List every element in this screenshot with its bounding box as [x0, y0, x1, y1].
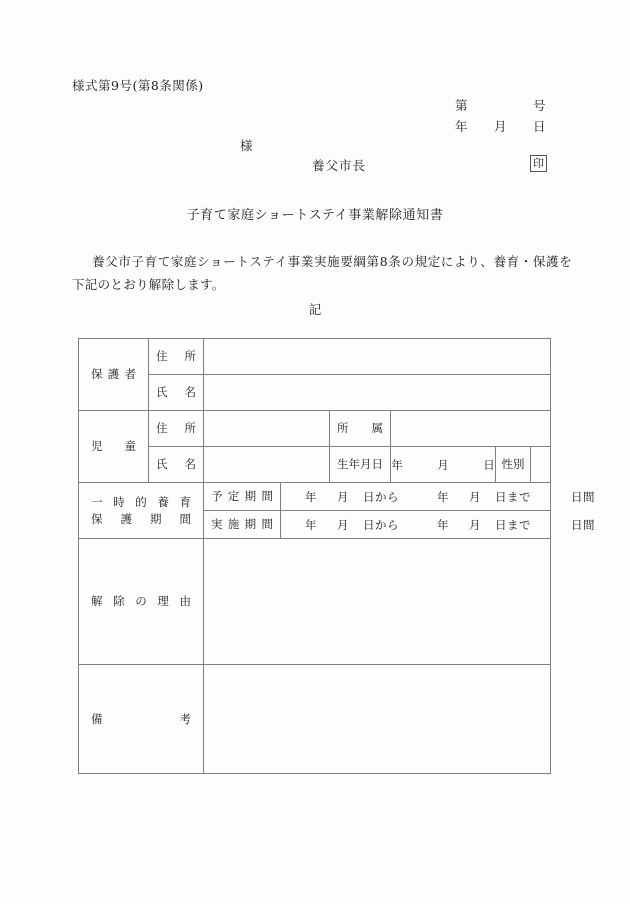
guardian-name-value[interactable] — [204, 375, 551, 411]
table-row-child-name — [79, 447, 551, 483]
issuer-name: 養父市長 — [312, 158, 367, 173]
planned-from-month: 月 — [337, 489, 349, 504]
planned-from-year: 年 — [305, 489, 317, 504]
child-affiliation-label — [330, 411, 391, 447]
planned-to-month: 月 — [469, 489, 481, 504]
child-address-label — [149, 411, 204, 447]
seal-stamp-box: 印 — [530, 155, 547, 172]
child-gender-label — [496, 447, 531, 483]
planned-period-label — [204, 483, 281, 511]
actual-period-value[interactable] — [281, 511, 595, 539]
table-row-guardian-name — [79, 375, 551, 411]
guardian-address-label-text: 住所 — [156, 349, 196, 363]
child-affiliation-label-text: 所属 — [337, 421, 383, 435]
child-address-value[interactable] — [204, 411, 330, 447]
child-label-text: 児童 — [91, 439, 136, 453]
table-row-child-address — [79, 411, 551, 447]
guardian-name-label-text: 氏名 — [156, 385, 196, 399]
page-title: 子育て家庭ショートステイ事業解除通知書 — [186, 208, 444, 223]
child-birthdate-label — [330, 447, 391, 483]
period-group-label — [79, 483, 204, 539]
body-paragraph: 養父市子育て家庭ショートステイ事業実施要綱第8条の規定により、養育・保護を下記のとおり解除します。 — [72, 254, 572, 292]
remarks-label-text: 備考 — [91, 711, 191, 726]
ki-marker: 記 — [308, 302, 322, 317]
period-label-line2: 保護期間 — [91, 511, 191, 526]
child-gender-label-text: 性別 — [501, 457, 525, 471]
actual-from-year: 年 — [305, 517, 317, 532]
actual-from-month: 月 — [337, 517, 349, 532]
document-number-field: 第 号 — [455, 98, 547, 113]
table-row-reason — [79, 539, 551, 665]
actual-period-label — [204, 511, 281, 539]
child-address-label-text: 住所 — [156, 421, 196, 435]
table-row-guardian-address — [79, 339, 551, 375]
table-row-planned-period — [79, 483, 551, 511]
planned-from-day: 日から — [363, 489, 399, 504]
guardian-group-label — [79, 339, 149, 411]
planned-to-day: 日まで — [495, 489, 531, 504]
planned-period-value[interactable] — [281, 483, 595, 511]
child-birthdate-label-text: 生年月日 — [337, 457, 383, 471]
planned-days-unit: 日間 — [571, 489, 595, 504]
actual-to-year: 年 — [437, 517, 449, 532]
planned-period-date-line — [281, 489, 595, 505]
guardian-address-label — [149, 339, 204, 375]
remarks-label — [79, 665, 204, 774]
child-affiliation-value[interactable] — [391, 411, 551, 447]
child-birthdate-value[interactable]: 年 月 日 — [391, 447, 496, 483]
planned-period-label-text: 予定期間 — [211, 489, 273, 503]
actual-to-month: 月 — [469, 517, 481, 532]
form-number: 様式第9号(第8条関係) — [72, 78, 204, 93]
child-group-label — [79, 411, 149, 483]
child-name-value[interactable] — [204, 447, 330, 483]
planned-to-year: 年 — [437, 489, 449, 504]
actual-to-day: 日まで — [495, 517, 531, 532]
document-date-field: 年 月 日 — [455, 119, 547, 134]
guardian-address-value[interactable] — [204, 339, 551, 375]
form-table — [78, 338, 595, 774]
reason-label — [79, 539, 204, 665]
guardian-name-label — [149, 375, 204, 411]
child-gender-value[interactable] — [531, 447, 551, 483]
reason-value[interactable] — [204, 539, 551, 665]
table-row-remarks — [79, 665, 551, 774]
addressee-suffix: 様 — [240, 138, 253, 153]
period-label-line1: 一時的養育 — [91, 494, 191, 509]
child-name-label-text: 氏名 — [156, 457, 196, 471]
child-name-label — [149, 447, 204, 483]
actual-period-label-text: 実施期間 — [211, 517, 273, 531]
actual-days-unit: 日間 — [571, 517, 595, 532]
reason-label-text: 解除の理由 — [91, 594, 191, 608]
actual-period-date-line — [281, 517, 595, 533]
actual-from-day: 日から — [363, 517, 399, 532]
guardian-label-text: 保護者 — [91, 367, 136, 381]
remarks-value[interactable] — [204, 665, 551, 774]
